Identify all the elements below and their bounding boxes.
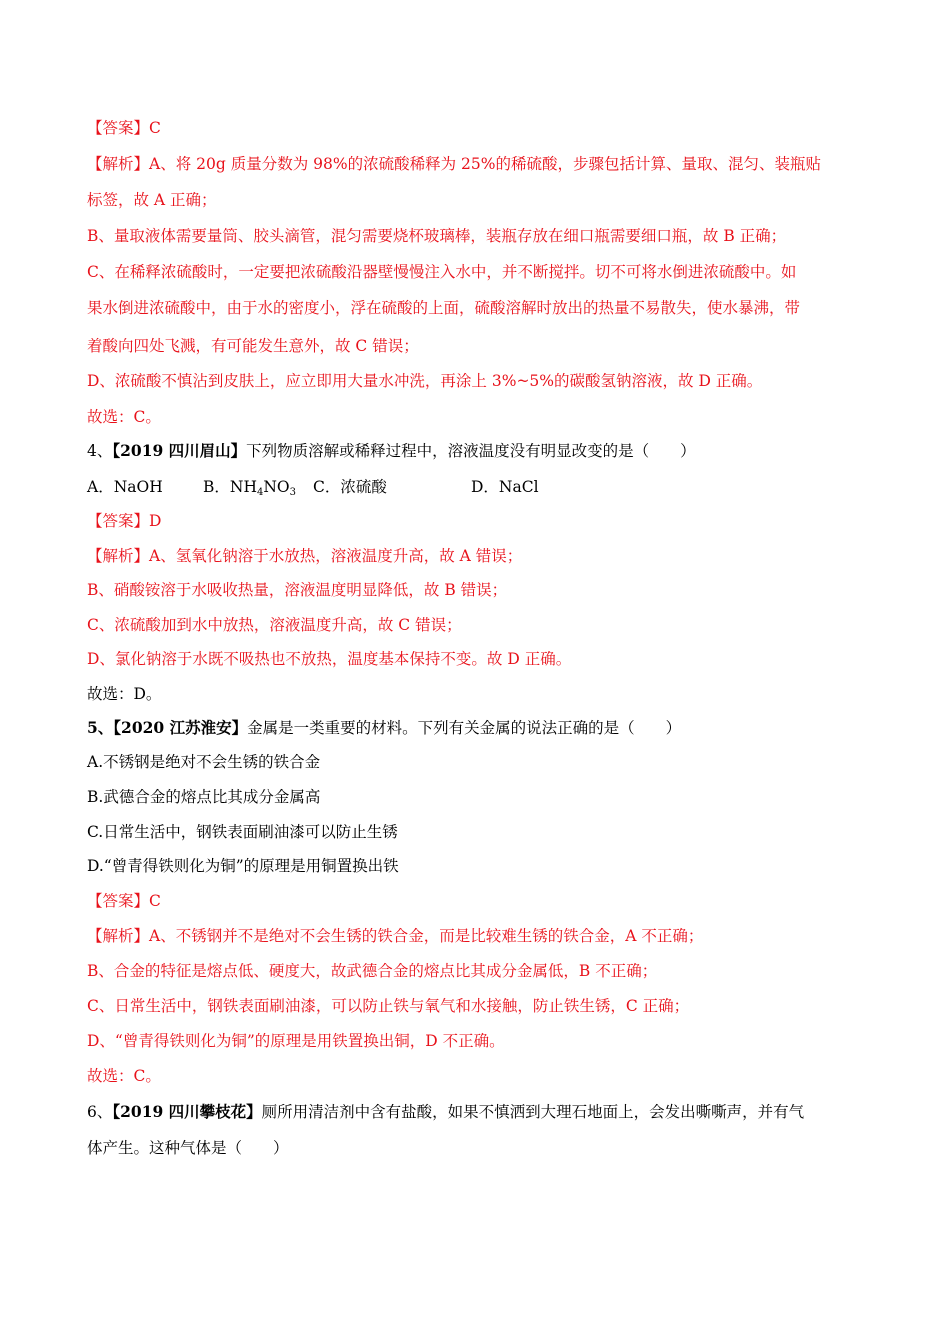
q3-analysis-d: D、浓硫酸不慎沾到皮肤上，应立即用大量水冲洗，再涂上 3%~5%的碳酸氢钠溶液，故 D 正确。 (87, 372, 763, 390)
q5-option-c: C.日常生活中，钢铁表面刷油漆可以防止生锈 (87, 823, 398, 841)
q4-analysis-d: D、氯化钠溶于水既不吸热也不放热，温度基本保持不变。故 D 正确。 (87, 650, 572, 668)
q3-analysis-a-line2: 标签，故 A 正确； (87, 191, 217, 209)
q5-analysis-d: D、“曾青得铁则化为铜”的原理是用铁置换出铜，D 不正确。 (87, 1032, 505, 1050)
q5-choice: 故选：C。 (87, 1067, 161, 1085)
q5-option-a: A.不锈钢是绝对不会生锈的铁合金 (87, 753, 321, 771)
q4-option-b: B．$NH_4NO_3$ (203, 478, 297, 498)
q4-option-d: D．NaCl (471, 478, 539, 496)
q4-options (87, 477, 539, 497)
q4-analysis-b: B、硝酸铵溶于水吸收热量，溶液温度明显降低，故 B 错误； (87, 581, 508, 599)
q3-analysis-c-line2: 果水倒进浓硫酸中，由于水的密度小，浮在硫酸的上面，硫酸溶解时放出的热量不易散失，使水暴沸，带 (87, 299, 801, 317)
q5-answer: 【答案】C (87, 892, 161, 910)
q5-stem: 5、【2020 江苏淮安】金属是一类重要的材料。下列有关金属的说法正确的是（ ） (87, 718, 682, 737)
q4-analysis-a: 【解析】A、氢氧化钠溶于水放热，溶液温度升高，故 A 错误； (87, 547, 523, 565)
q5-option-b: B.武德合金的熔点比其成分金属高 (87, 788, 321, 806)
q6-stem-line2: 体产生。这种气体是（ ） (87, 1139, 289, 1157)
q3-answer: 【答案】C (87, 119, 161, 137)
q5-option-d: D.“曾青得铁则化为铜”的原理是用铜置换出铁 (87, 857, 399, 875)
q6-stem-line1: 6、【2019 四川攀枝花】厕所用清洁剂中含有盐酸，如果不慎洒到大理石地面上，会发出嘶嘶声，并有气 (87, 1102, 805, 1121)
q3-analysis-c-line1: C、在稀释浓硫酸时，一定要把浓硫酸沿器壁慢慢注入水中，并不断搅拌。切不可将水倒进浓硫酸中。如 (87, 263, 797, 281)
q4-stem: 4、【2019 四川眉山】下列物质溶解或稀释过程中，溶液温度没有明显改变的是（ ） (87, 441, 696, 460)
q4-analysis-c: C、浓硫酸加到水中放热，溶液温度升高，故 C 错误； (87, 616, 462, 634)
q3-analysis-a-line1: 【解析】A、将 20g 质量分数为 98%的浓硫酸稀释为 25%的稀硫酸，步骤包括计算、量取、混匀、装瓶贴 (87, 155, 821, 173)
q5-analysis-b: B、合金的特征是熔点低、硬度大，故武德合金的熔点比其成分金属低，B 不正确； (87, 962, 658, 980)
q5-analysis-a: 【解析】A、不锈钢并不是绝对不会生锈的铁合金，而是比较难生锈的铁合金，A 不正确； (87, 927, 704, 945)
q4-option-c: C．浓硫酸 (313, 478, 387, 496)
q3-analysis-c-line3: 着酸向四处飞溅，有可能发生意外，故 C 错误； (87, 337, 419, 355)
q5-analysis-c: C、日常生活中，钢铁表面刷油漆，可以防止铁与氧气和水接触，防止铁生锈，C 正确； (87, 997, 690, 1015)
q3-analysis-b: B、量取液体需要量筒、胶头滴管，混匀需要烧杯玻璃棒，装瓶存放在细口瓶需要细口瓶，故 B 正确； (87, 227, 787, 245)
q4-option-a: A．NaOH (87, 478, 163, 496)
q4-choice: 故选：D。 (87, 685, 162, 703)
q3-choice: 故选：C。 (87, 408, 161, 426)
q4-answer: 【答案】D (87, 512, 162, 530)
